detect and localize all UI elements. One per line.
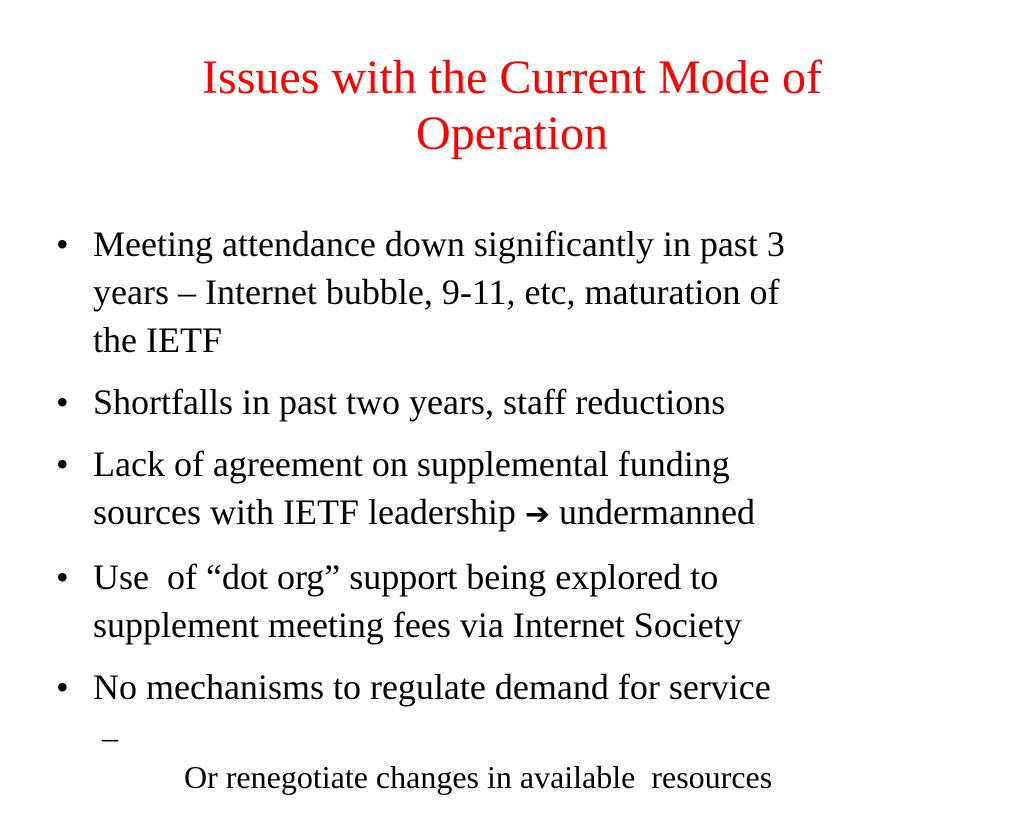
bullet-text-line: Shortfalls in past two years, staff reductions bbox=[93, 382, 726, 422]
bullet-text-line: Use of “dot org” support being explored to bbox=[93, 557, 719, 597]
bullet-text-line: the IETF bbox=[93, 320, 222, 360]
right-arrow-icon: ➔ bbox=[524, 497, 551, 532]
bullet-text-line-with-arrow bbox=[93, 488, 986, 539]
bullet-text-line: years – Internet bubble, 9-11, etc, maturation of bbox=[93, 272, 780, 312]
bullet-text-line: Lack of agreement on supplemental funding bbox=[93, 444, 730, 484]
bullet-list bbox=[56, 220, 986, 837]
bullet-text-segment: undermanned bbox=[550, 492, 755, 532]
slide-title-line-1: Issues with the Current Mode of bbox=[202, 51, 822, 104]
slide-title bbox=[0, 50, 1024, 162]
bullet-text-line: Meeting attendance down significantly in past 3 bbox=[93, 224, 785, 264]
bullet-text-line: No mechanisms to regulate demand for service bbox=[93, 667, 771, 707]
sub-bullet-text: Or renegotiate changes in available resources bbox=[184, 759, 773, 795]
bullet-item-attendance bbox=[56, 220, 986, 364]
bullet-item-funding bbox=[56, 440, 986, 539]
dash-icon: – bbox=[102, 719, 118, 755]
bullet-text-line: supplement meeting fees via Internet Society bbox=[93, 605, 742, 645]
bullet-item-shortfalls bbox=[56, 378, 986, 426]
bullet-icon: • bbox=[56, 444, 69, 484]
bullet-text-segment: sources with IETF leadership bbox=[93, 492, 525, 532]
bullet-icon: • bbox=[56, 667, 69, 707]
bullet-icon: • bbox=[56, 557, 69, 597]
bullet-item-demand bbox=[56, 663, 986, 711]
sub-bullet-item-renegotiate bbox=[56, 717, 986, 837]
bullet-item-dot-org bbox=[56, 553, 986, 649]
slide-title-line-2: Operation bbox=[416, 107, 608, 160]
bullet-icon: • bbox=[56, 224, 69, 264]
bullet-icon: • bbox=[56, 382, 69, 422]
